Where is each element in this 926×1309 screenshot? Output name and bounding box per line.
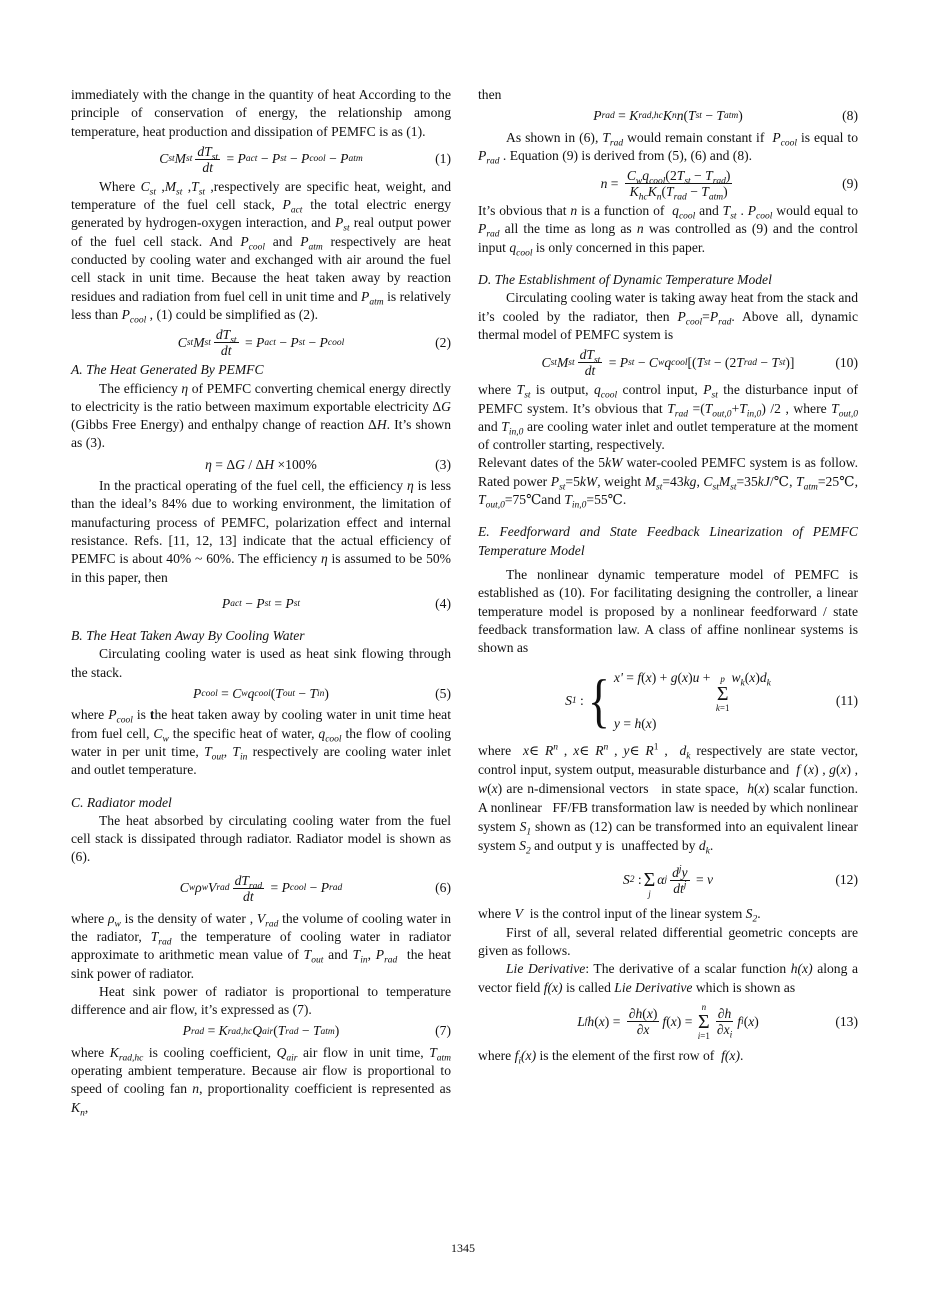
paragraph-b-2: where $P_{cool}$ is the heat taken away by cooling water in unit time heat from fuel cell, $C_w$ the specific heat of water, $q_{cool}$ the flow of cooling water in per unit time, $T_{out}$, $T_{in}$ respectively are cooling water inlet and outlet temperature. bbox=[71, 707, 451, 778]
equation-number: (13) bbox=[835, 1013, 858, 1029]
equation-10: C st M st $\frac{dT_{st}}{dt}$ = P st − C w q cool [( T st − (2 T rad − T st )] (10) bbox=[541, 347, 858, 379]
equation-number: (3) bbox=[435, 456, 451, 472]
paragraph-intro: immediately with the change in the quantity of heat According to the principle of conservation of energy, the relationship among temperature, heat production and dissipation of PEMFC is as (1). bbox=[71, 87, 451, 139]
paragraph-e-2: where x∈ $R^n$ , x∈ $R^n$ , y∈ $R^1$ , $d_k$ respectively are state vector, control input, system output, measurable disturbance and f (x) , g(x) , w(x) are n-dimensional vectors in state space, h(x) scalar function. A nonlinear FF/FB transformation law is needed by which nonlinear system $S_1$ shown as (12) can be transformed into an equivalent linear system $S_2$ and output y is unaffected by $d_k$. bbox=[478, 742, 859, 858]
equation-7: P rad = K rad,hc Q air ( T rad − T atm ) (7) bbox=[71, 1022, 451, 1040]
equation-4: P act − P st = P st (4) bbox=[71, 595, 451, 613]
equation-number: (5) bbox=[435, 686, 451, 702]
page-number: 1345 bbox=[451, 1241, 475, 1255]
right-column bbox=[478, 86, 858, 1065]
section-heading-e: E. Feedforward and State Feedback Linearization of PEMFC Temperature Model bbox=[478, 524, 858, 558]
equation-3: η = Δ G / Δ H ×100% (3) bbox=[71, 456, 451, 474]
equation-12: S 2 : Σ j α j $\frac{d^jy}{dt^j}$ = v (12) bbox=[622, 864, 858, 900]
left-column bbox=[71, 86, 451, 1117]
paragraph-d-post: It’s obvious that n is a function of $q_{cool}$ and $T_{st}$ . $P_{cool}$ would equal to $P_{rad}$ all the time as long as n was controlled as (9) and the control input $q_{cool}$ is only concerned in this paper. bbox=[478, 203, 858, 259]
paragraph-d-3: Relevant dates of the 5kW water-cooled PEMFC system is as follow. Rated power $P_{st}=5kW$, weight $M_{st}=43kg$, $C_{st}M_{st}=35kJ/℃$, $T_{atm}=25℃$, $T_{out,0}=75℃and$ $T_{in,0}=55℃$. bbox=[478, 455, 858, 511]
paragraph-e-6: where $f_i(x)$ is the element of the first row of f(x). bbox=[478, 1047, 744, 1067]
equation-number: (12) bbox=[835, 872, 858, 888]
paragraph-e-1: The nonlinear dynamic temperature model of PEMFC is established as (10). For facilitating designing the controller, a linear temperature model is proposed by a nonlinear feedforward / state feedback transformation law. A class of affine nonlinear systems is shown as bbox=[478, 566, 858, 656]
equation-number: (11) bbox=[835, 693, 858, 709]
equation-number: (7) bbox=[435, 1023, 451, 1039]
paragraph-b-1: Circulating cooling water is used as heat sink flowing through the stack. bbox=[71, 646, 451, 680]
paragraph-a-1: The efficiency η of PEMFC converting chemical energy directly to electricity is the ratio between maximum exportable electricity ΔG (Gibbs Free Energy) and enthalpy change of reaction ΔH. It’s shown as (3). bbox=[71, 380, 451, 451]
equation-2: C st M st $\frac{dT_{st}}{dt}$ = P act − P st − P cool (2) bbox=[177, 327, 451, 359]
equation-number: (9) bbox=[842, 175, 858, 191]
paragraph-c-1: The heat absorbed by circulating cooling water from the fuel cell stack is dissipated through radiator. Radiator model is shown as (6). bbox=[71, 812, 451, 865]
equation-9: n = $\frac{C_wq_{cool}(2T_{st} - T_{rad})}{K_{hc}K_n(T_{rad} - T_{atm})}$ (9) bbox=[600, 168, 858, 203]
section-heading-a: A. The Heat Generated By PEMFC bbox=[71, 362, 264, 378]
equation-5: P cool = C w q cool ( T out − T in ) (5) bbox=[71, 685, 451, 703]
paragraph-e-5: Lie Derivative: The derivative of a scalar function h(x) along a vector field f(x) is called Lie Derivative which is shown as bbox=[478, 961, 859, 995]
paragraph-c-2: where $\rho_w$ is the density of water , $V_{rad}$ the volume of cooling water in the radiator, $T_{rad}$ the temperature of cooling water in radiator approximate to arithmetic mean value of $T_{out}$ and $T_{in}$, $P_{rad}$ the heat sink power of radiator. bbox=[71, 910, 451, 981]
equation-1: C st M st $\frac{dT_{st}}{dt}$ = P act − P st − P cool − P atm (1) bbox=[159, 143, 451, 175]
paragraph-where-1: Where $C_{st}$ $,M_{st}$ $,T_{st}$ ,respectively are specific heat, weight, and temperature of the fuel cell stack, $P_{act}$ the total electric energy generated by hydrogen-oxygen interaction, and $P_{st}$ real output power of the fuel cell stack. And $P_{cool}$ and $P_{atm}$ respectively are heat conducted by cooling water and exchanged with air around the fuel cell stack in unit time. Because the heat taken away by reaction residues and radiation from fuel cell in unit time and $P_{atm}$ is relatively less than $P_{cool}$ , (1) could be simplified as (2). bbox=[71, 178, 452, 326]
paragraph-then: then bbox=[478, 87, 502, 102]
section-heading-d: D. The Establishment of Dynamic Temperature Model bbox=[478, 272, 772, 288]
equation-number: (10) bbox=[835, 354, 858, 370]
paragraph-d-2: where $T_{st}$ is output, $q_{cool}$ control input, $P_{st}$ the disturbance input of PEMFC system. It’s obvious that $T_{rad} =(T_{out,0}+T_{in,0})$ /2 , where $T_{out,0}$ and $T_{in,0}$ are cooling water inlet and outlet temperature at the moment of controller starting, respectively. bbox=[478, 382, 859, 453]
equation-number: (2) bbox=[435, 334, 451, 350]
paragraph-e-3: where V is the control input of the linear system $S_2$. bbox=[478, 906, 761, 926]
paragraph-a-2: In the practical operating of the fuel cell, the efficiency η is less than the ideal’s 84% due to working environment, the limitation of manufacturing process of PEMFC, polarization effect and internal resistance. Refs. [11, 12, 13] indicate that the actual efficiency of PEMFC is about 40% ~ 60%. The efficiency η is assumed to be 50% in this paper, then bbox=[71, 478, 451, 585]
paragraph-d-1: Circulating cooling water is taking away heat from the stack and it’s cooled by the radiator, then $P_{cool}=P_{rad}$. Above all, dynamic thermal model of PEMFC system is bbox=[478, 290, 858, 342]
equation-6: C w ρ w V rad $\frac{dT_{rad}}{dt}$ = P cool − P rad (6) bbox=[179, 872, 451, 904]
equation-number: (8) bbox=[842, 108, 858, 124]
equation-number: (6) bbox=[435, 880, 451, 896]
paragraph-e-4: First of all, several related differential geometric concepts are given as follows. bbox=[478, 924, 858, 959]
paragraph-c-3: Heat sink power of radiator is proportional to temperature difference and air flow, it’s expressed as (7). bbox=[71, 983, 451, 1018]
section-heading-b: B. The Heat Taken Away By Cooling Water bbox=[71, 628, 305, 644]
section-heading-c: C. Radiator model bbox=[71, 794, 172, 810]
paragraph-d-pre: As shown in (6), $T_{rad}$ would remain constant if $P_{cool}$ is equal to $P_{rad}$ . Equation (9) is derived from (5), (6) and (8). bbox=[478, 129, 858, 167]
equation-number: (1) bbox=[435, 151, 451, 167]
equation-11: S 1 : { x' = f(x) + g(x)u + p Σ k=1 $w_k(x)d_k$ y = h(x) (11) bbox=[565, 667, 858, 734]
equation-number: (4) bbox=[435, 595, 451, 611]
paragraph-c-4: where $K_{rad,hc}$ is cooling coefficient, $Q_{air}$ air flow in unit time, $T_{atm}$ operating ambient temperature. Because air flow is proportional to speed of cooling fan n, proportionality coefficient is represented as $K_n$, bbox=[71, 1044, 451, 1119]
equation-13: L f h ( x ) = $\frac{\partial h(x)}{\partial x}$ f ( x ) = n Σ i=1 $\frac{\partial h}{\partial x_i}$ f i ( x ) (13) bbox=[577, 1001, 858, 1042]
equation-8: P rad = K rad,hc K n n ( T st − T atm ) (8) bbox=[478, 107, 858, 125]
